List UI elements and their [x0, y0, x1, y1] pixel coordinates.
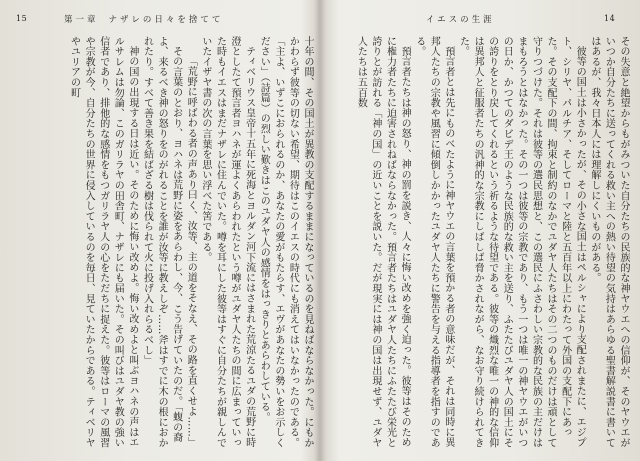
running-head-chapter: 第一章 [64, 15, 99, 25]
right-page-number: 14 [604, 14, 616, 23]
left-page-number: 15 [16, 14, 28, 23]
left-body-text [14, 36, 314, 448]
right-paragraph-3: 預言者とは先にものべたように神ヤウエの言葉を預かる者の意味だが、それは同時に異邦人たちの宗教や風習に傾倒しかかったユダヤ人たちに警告を与える指導者を指すのである。 [413, 36, 454, 448]
right-page [322, 0, 640, 461]
right-paragraph-4: 預言者たちは神の怒り、神の罰を説き、人々に悔い改めを強く迫った。彼等はそのために権力者たちに迫害されねばならなかった。預言者たちはユダヤ人たちにふたたび栄光と誇りとが訪れる「神の国」の近いことを説いた。だが現実には神の国は出現せず、ユダヤ人たちは五百数 [355, 36, 411, 448]
left-quote-isaiah: 「荒野に呼ばわる者の声あり曰く、汝等、主の道をそなえ、その路を直くせよ……」 [185, 56, 197, 448]
right-paragraph-1: その失意と絶望からもがみついた自分たちの民族的な神ヤウエへの信仰が、そのヤウエがいつか自分たちに送ってくれる救い主への熱い待望の気持はあらゆる聖書解説書に書いてはあるが、我々日本人には理解しにくいものがある。 [588, 36, 629, 448]
running-head-title: ナザレの日々を捨てて [108, 15, 224, 25]
left-paragraph-4: 神の国の出現する日は近い。そのために悔い改めよ。悔い改めよと叫ぶヨハネの声はエルサレムは勿論、このガリラヤの田舎町、ナザレにも届いた。その叫びはユダヤ教の強い信者であり、排他的な感情をもつガリラヤ人の心をただちに捉えた。彼等はローマの風習や宗教が今、自分たちの世界に侵入しているのを毎日、見ていたからである。ティベリヤやユリアの町 [68, 36, 138, 448]
right-body-text [330, 36, 630, 448]
right-running-head: イエスの生涯 [426, 15, 495, 25]
right-paragraph-2: 彼等の国土は小さかったが、その小さな国土はペルシャにより支配されまたに、エジプト、シリヤ、パルチア、そしてローマと陸と五百年以上にわたって外国の支配下にあった。その支配下の間、拘束と制約のなかでユダヤ人たちはその二つのものだけは頑として守りつづけた。それは彼等の選民思想と、この選民にふさわしい宗教的な民族の主だけはまもろうとはなかった。その一つは彼等の宗教であり、もう一つは唯一の神ヤウエがいつの日か、かつてのダビデ王のような民族的な救い主を送り、ふたたびユダヤ人の国土にその誇りをとり戻してくれるという祈るような待望である。彼等の熾烈な唯一の神的な信仰は異邦人と征服者たちの汎神的な宗教にしばしば脅かされながら、なお守り続けられてきた。 [457, 36, 586, 448]
left-running-head [64, 13, 223, 25]
left-page [0, 0, 318, 461]
left-paragraph-1: 十年の間、その国土が異教の支配するままになっているのを見ねばならなかった。にもかかわらず彼等の切ない希望、期待はこのイエスの時代にも消えてはいなかったのである。「主よ、いずこにおられるのか、あなたの愛がもたらす、エヴがあなたの勢いをお示しください」（詩篇）の烈しい歎きはこのユダヤ人の感情をはっきりとあらわしている。 [258, 36, 313, 448]
left-paragraph-3: その言葉のとおり、ヨハネは荒野に姿をあらわし、今、こう告げていたのだ。「蝮の裔よ、来るべき神の怒りをのがれることを誰が汝等に教えしぞ……斧はすでに木の根におかれたり。すべて善き果を結ばざる樹は伐られて火に投げ入れらるべし」 [141, 36, 182, 448]
left-paragraph-2: ティベリウス皇帝十五年に死海とヨルダン河下流にはさまれた荒涼たるユダの荒野に時澄としたて預言者ヨハネが運よくあらわれたという噂がユダヤ人たちの間に広まっていった時もイエスはまだナザレに住んでいた。噂を耳にした彼等はすぐに自分たちが親しんでいたイザヤ書の次の言葉を思い浮べた筈である。 [199, 36, 255, 448]
